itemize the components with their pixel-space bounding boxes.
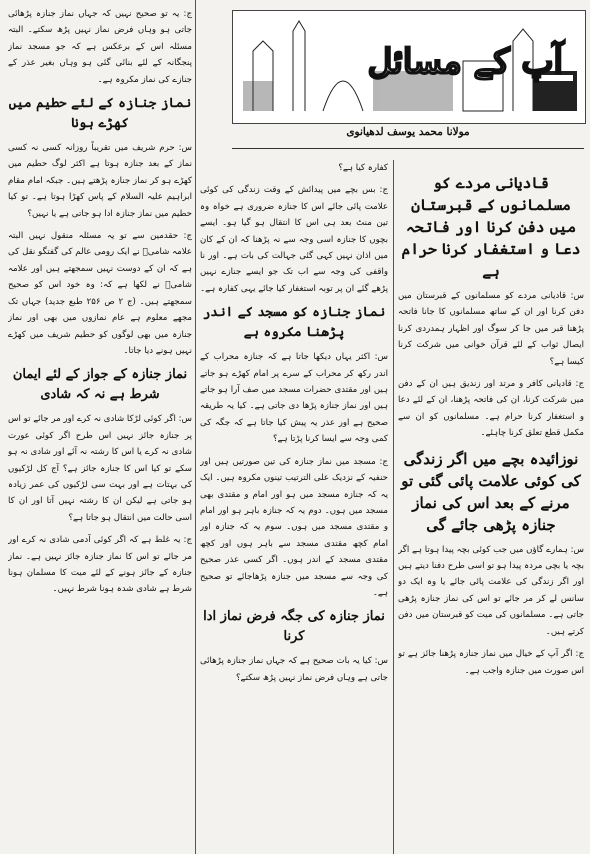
author-byline: مولانا محمد یوسف لدھیانوی <box>346 126 470 138</box>
article-column-middle <box>200 160 388 850</box>
article-column-right <box>398 168 584 848</box>
answer-text: ج: بس بچے میں پیدائش کے وقت زندگی کی کوئی علامت پائی جائے اس کا جنازہ ضروری ہے خواہ وہ تین منٹ بعد ہی اس کا انتقال ہو گیا ہو۔ ایسے بچوں کا جنازہ اسی وجہ سے نہ پڑھنا کہ ان کے کان میں اذان نہیں کہی گئی جہالت کی بات ہے۔ اور نا واقفی کی وجہ سے اب تک جو ایسے جنازے نہیں پڑھے گئے ان پر توبہ استغفار کیا جائے یہی کفارہ ہے۔ <box>200 185 388 294</box>
masthead-title: آپ کے مسائل <box>367 42 563 82</box>
question-text: س: اگر کوئی لڑکا شادی نہ کرے اور مر جائے تو اس پر جنازہ جائز نہیں اس طرح اگر کوئی عورت شادی نہ کرے یا اس کا رشتہ نہ آئے اور شادی نہ ہو سکے تو کیا اس کا جنازہ جائز ہے؟ آج کل لڑکیوں کی بہتات ہے اور بہت سی لڑکیوں کی عمر زیادہ ہو جاتی ہے لیکن ان کا رشتہ نہیں آتا اور ان کا اسی حالت میں انتقال ہو جاتا ہے؟ <box>8 414 192 523</box>
answer-text: ج: حقدمین سے تو یہ مسئلہ منقول نہیں البتہ علامہ شامیؒ نے ایک رومی عالم کی گفتگو نقل کی ہے کہ ان کے دوست نہیں سمجھتے ہیں اور علامہ شامیؒ نے لکھا ہے کہ: وہ خود اس کو صحیح سمجھتے ہیں۔ (ج ۲ ص ۲۵۶ طبع جدید) جہاں تک مجھے معلوم ہے عام نمازوں میں بھی اور نماز جنازہ میں بھی لوگوں کو حطیم شریف میں کھڑے نہیں ہونے دیا جاتا۔ <box>8 231 192 356</box>
question-text: کفارہ کیا ہے؟ <box>338 163 388 173</box>
column-divider <box>393 160 394 854</box>
masthead-underline <box>232 148 584 149</box>
section-heading: نماز جنازہ کو مسجد کے اندر پڑھنا مکروہ ہے <box>202 305 386 341</box>
masthead-banner <box>232 10 586 124</box>
article-column-left <box>8 6 192 848</box>
answer-text: ج: یہ تو صحیح نہیں کہ جہاں نماز جنازہ پڑھائی جاتی ہو وہاں فرض نماز نہیں پڑھ سکتے۔ البتہ مسئلہ اس کے برعکس ہے کہ جو مسجد نماز پنجگانہ کے لئے بنائی گئی ہو وہاں بغیر عذر کے جنازے کی نماز مکروہ ہے۔ <box>8 9 192 85</box>
section-heading: نماز جنازہ کے لئے حطیم میں کھڑے ہونا <box>8 96 192 132</box>
section-heading: نماز جنازہ کے جواز کے لئے ایمان شرط ہے نہ کہ شادی <box>12 367 188 403</box>
column-divider <box>195 0 196 854</box>
question-text: س: اکثر یہاں دیکھا جاتا ہے کہ جنازہ محراب کے اندر رکھ کر محراب کے سرے پر امام کھڑے ہو جاتے ہیں اور مقتدی حضرات مسجد میں صف آرا ہو جاتے ہیں اور نماز جنازہ پڑھا دی جاتی ہے۔ کیا یہ طریقہ صحیح ہے اور عذر یہ پیش کیا جاتا ہے کہ جگہ کی کمی وجہ سے ایسا کرنا پڑتا ہے؟ <box>200 352 388 445</box>
question-text: س: قادیانی مردے کو مسلمانوں کے قبرستان میں دفن کرنا اور ان کے ساتھ مسلمانوں کا جانا فاتحہ پڑھنا قبر میں جا کر سوگ اور اظہار ہمدردی کرنا ایصال ثواب کے لئے قرآن خوانی میں شرکت کرنا کیسا ہے؟ <box>398 291 584 367</box>
answer-text: ج: یہ غلط ہے کہ اگر کوئی آدمی شادی نہ کرے اور مر جائے تو اس کا نماز جنازہ جائز نہیں ہے۔ نماز جنازہ کے جائز ہونے کے لئے میت کا مسلمان ہونا شرط ہے شادی شدہ ہونا شرط نہیں۔ <box>8 535 192 595</box>
answer-text: ج: مسجد میں نماز جنازہ کی تین صورتیں ہیں اور حنفیہ کے نزدیک علی الترتیب تینوں مکروہ ہیں۔ ایک یہ کہ جنازہ مسجد میں ہو اور امام و مقتدی بھی مسجد میں ہوں۔ دوم یہ کہ جنازہ باہر ہو اور امام و مقتدی مسجد میں ہوں۔ سوم یہ کہ جنازہ اور امام کچھ مقتدی مسجد سے باہر ہوں اور کچھ مقتدی مسجد کے اندر ہوں۔ اگر کسی عذر صحیح کی وجہ سے مسجد میں جنازہ پڑھاجائے تو صحیح ہے۔ <box>200 456 388 598</box>
section-heading: نماز جنازہ کی جگہ فرض نماز ادا کرنا <box>203 609 385 645</box>
section-heading: نوزائیدہ بچے میں اگر زندگی کی کوئی علامت پائی گئی تو مرنے کے بعد اس کی نماز جنازہ پڑھی جائے گی <box>401 449 581 534</box>
question-text: س: ہمارے گاؤں میں جب کوئی بچہ پیدا ہوتا ہے اگر بچہ یا بچی مردہ پیدا ہو تو اسی طرح دفنا دیتے ہیں اور اگر زندگی کی علامت پائی جائے یا وہ ایک دو سانس لے کر مر جائے تو اس کی نماز جنازہ پڑھی جاتی ہے۔ مسلمانوں کی میت کو قبرستان میں دفن کرتے ہیں۔ <box>398 544 584 637</box>
answer-text: ج: قادیانی کافر و مرتد اور زندیق ہیں ان کے دفن میں شرکت کرنا، ان کی فاتحہ پڑھنا، ان کے لئے دعا و استغفار کرنا حرام ہے۔ مسلمانوں کو ان سے مکمل قطع تعلق کرنا چاہئے۔ <box>398 379 584 439</box>
question-text: س: کیا یہ بات صحیح ہے کہ جہاں نماز جنازہ پڑھائی جاتی ہے وہاں فرض نماز نہیں پڑھ سکتے؟ <box>200 656 388 683</box>
section-heading: قادیانی مردے کو مسلمانوں کے قبرستان میں دفن کرنا اور فاتحہ دعا و استغفار کرنا حرام ہے <box>401 174 581 280</box>
answer-text: ج: اگر آپ کے خیال میں نماز جنازہ پڑھنا جائز ہے تو اس صورت میں جنازہ واجب ہے۔ <box>398 649 584 676</box>
question-text: س: حرم شریف میں تقریباً روزانہ کسی نہ کسی نماز کے بعد جنازہ ہوتا ہے اکثر لوگ حطیم میں کھڑے ہو کر نماز جنازہ پڑھتے ہیں۔ جبکہ امام مقام ابراہیم علیہ السلام کے پاس کھڑا ہوتا ہے۔ تو کیا حطیم میں نماز جنازہ ادا ہو جاتی ہے یا نہیں؟ <box>8 143 192 219</box>
